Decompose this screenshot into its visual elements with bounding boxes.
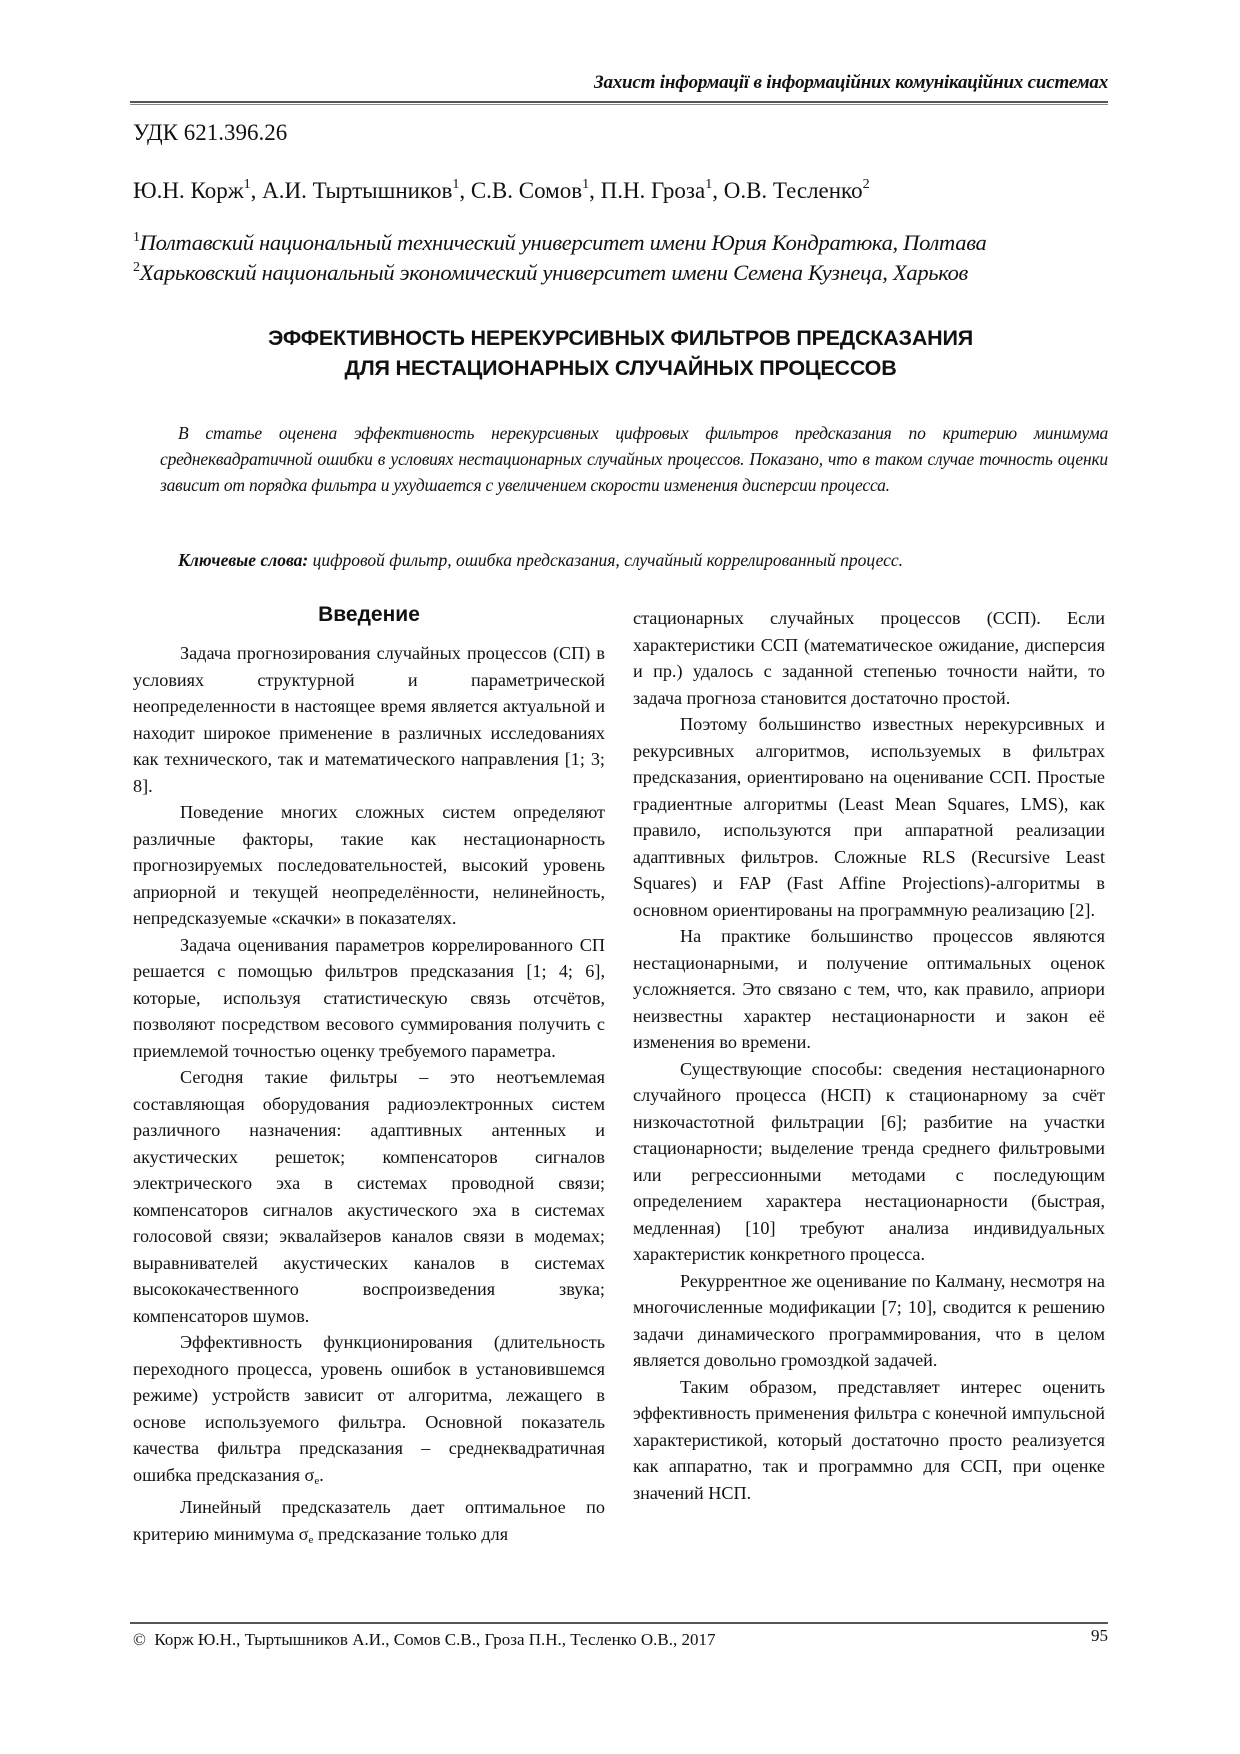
body-paragraph <box>133 1329 605 1494</box>
title-line-1: ЭФФЕКТИВНОСТЬ НЕРЕКУРСИВНЫХ ФИЛЬТРОВ ПРЕДСКАЗАНИЯ <box>268 326 973 350</box>
header-rule <box>130 101 1108 105</box>
author-name: С.В. Сомов <box>470 178 583 203</box>
body-paragraph: Задача оценивания параметров коррелированного СП решается с помощью фильтров предсказания [1; 4; 6], которые, используя статистическую связь отсчётов, позволяют посредством весового суммирования получить с приемлемой точностью оценку требуемого параметра. <box>133 934 605 1061</box>
running-head: Захист інформації в інформаційних комунікаційних системах <box>593 72 1108 93</box>
author-name: П.Н. Гроза <box>600 178 706 203</box>
abstract: В статье оценена эффективность нерекурсивных цифровых фильтров предсказания по критерию минимума среднеквадратичной ошибки в условиях нестационарных случайных процессов. Показано, что в таком случае точность оценки зависит от порядка фильтра и ухудшается с увеличением скорости изменения дисперсии процесса. <box>160 423 1108 495</box>
author-name: Ю.Н. Корж <box>133 178 244 203</box>
body-paragraph-continued: стационарных случайных процессов (ССП). Если характеристики ССП (математическое ожидание, дисперсия и пр.) удалось с заданной степенью точности найти, то задача прогноза становится достаточно простой. <box>633 608 1105 708</box>
author-affiliation-mark: 1 <box>243 177 251 192</box>
body-paragraph: Задача прогнозирования случайных процессов (СП) в условиях структурной и параметрической неопределенности в настоящее время является актуальной и находит широкое применение в различных исследованиях как технического, так и математического направления [1; 3; 8]. <box>133 643 605 796</box>
left-column <box>133 640 605 1553</box>
section-heading-introduction: Введение <box>318 603 420 626</box>
right-column <box>633 605 1105 1506</box>
body-paragraph: Поведение многих сложных систем определяют различные факторы, такие как нестационарность прогнозируемых последовательностей, высокий уровень априорной и текущей неопределённости, нелинейность, непредсказуемые «скачки» в показателях. <box>133 802 605 928</box>
body-paragraph: Существующие способы: сведения нестационарного случайного процесса (НСП) к стационарному за счёт низкочастотной фильтрации [6]; разбитие на участки стационарности; выделение тренда среднего фильтровыми или регрессионными методами с последующим определением характера нестационарности (быстрая, медленная) [10] требуют анализа индивидуальных характеристик конкретного процесса. <box>633 1058 1105 1264</box>
author-list <box>133 177 870 204</box>
page-number: 95 <box>1091 1626 1108 1645</box>
paragraph-text: Линейный предсказатель дает оптимальное по критерию минимума σ <box>133 1497 605 1544</box>
body-paragraph <box>133 1494 605 1553</box>
keywords-label: Ключевые слова: <box>178 550 309 570</box>
affiliation-2 <box>133 260 968 286</box>
paragraph-text: . <box>319 1464 324 1485</box>
footer-rule <box>130 1622 1108 1624</box>
body-paragraph: Сегодня такие фильтры – это неотъемлемая составляющая оборудования радиоэлектронных систем различного назначения: адаптивных антенных и акустических решеток; компенсаторов сигналов электрического эха в системах проводной связи; компенсаторов сигналов акустического эха в системах голосовой связи; эквалайзеров каналов связи в модемах; выравнивателей акустических каналов в системах высококачественного воспроизведения звука; компенсаторов шумов. <box>133 1067 605 1326</box>
subscript: e <box>314 1474 320 1487</box>
body-paragraph: Таким образом, представляет интерес оценить эффективность применения фильтра с конечной импульсной характеристикой, который достаточно просто реализуется как аппаратно, так и программно для ССП, при оценке значений НСП. <box>633 1376 1105 1503</box>
separator: , <box>712 178 724 203</box>
author-affiliation-mark: 1 <box>582 177 590 192</box>
paragraph-text: предсказание только для <box>313 1523 509 1544</box>
author-name: О.В. Тесленко <box>723 178 863 203</box>
author-affiliation-mark: 2 <box>862 177 870 192</box>
affiliation-mark: 2 <box>133 260 140 275</box>
copyright-text: Корж Ю.Н., Тыртышников А.И., Сомов С.В., Гроза П.Н., Тесленко О.В., 2017 <box>145 1630 716 1649</box>
copyright-icon: © <box>133 1630 146 1649</box>
affiliation-mark: 1 <box>133 230 140 245</box>
separator: , <box>250 178 263 203</box>
subscript: e <box>308 1533 314 1546</box>
author-name: А.И. Тыртышников <box>262 178 453 203</box>
udk-code: УДК 621.396.26 <box>133 120 288 145</box>
author-affiliation-mark: 1 <box>705 177 713 192</box>
separator: , <box>459 178 471 203</box>
body-paragraph: На практике большинство процессов являются нестационарными, и получение оптимальных оценок усложняется. Это связано с тем, что, как правило, априори неизвестны характер нестационарности и закон её изменения во времени. <box>633 926 1105 1052</box>
body-paragraph: Рекуррентное же оценивание по Калману, несмотря на многочисленные модификации [7; 10], сводится к решению задачи динамического программирования, что в целом является довольно громоздкой задачей. <box>633 1270 1105 1370</box>
keywords <box>178 550 1108 571</box>
affiliation-1 <box>133 230 986 256</box>
author-affiliation-mark: 1 <box>452 177 460 192</box>
affiliation-text: Харьковский национальный экономический университет имени Семена Кузнеца, Харьков <box>139 260 969 285</box>
title-line-2: ДЛЯ НЕСТАЦИОНАРНЫХ СЛУЧАЙНЫХ ПРОЦЕССОВ <box>344 356 897 380</box>
copyright-line <box>133 1630 715 1650</box>
paper-title <box>133 323 1108 383</box>
separator: , <box>589 178 601 203</box>
affiliation-text: Полтавский национальный технический университет имени Юрия Кондратюка, Полтава <box>139 230 987 255</box>
paragraph-text: Эффективность функционирования (длительность переходного процесса, уровень ошибок в установившемся режиме) устройств зависит от алгоритма, лежащего в основе используемого фильтра. Основной показатель качества фильтра предсказания – среднеквадратичная ошибка предсказания σ <box>133 1332 605 1485</box>
body-paragraph: Поэтому большинство известных нерекурсивных и рекурсивных алгоритмов, используемых в фильтрах предсказания, ориентировано на оценивание ССП. Простые градиентные алгоритмы (Least Mean Squares, LMS), как правило, используются при аппаратной реализации адаптивных фильтров. Сложные RLS (Recursive Least Squares) и FAP (Fast Affine Projections)-алгоритмы в основном ориентированы на программную реализацию [2]. <box>633 714 1105 920</box>
keywords-text: цифровой фильтр, ошибка предсказания, случайный коррелированный процесс. <box>308 550 904 570</box>
